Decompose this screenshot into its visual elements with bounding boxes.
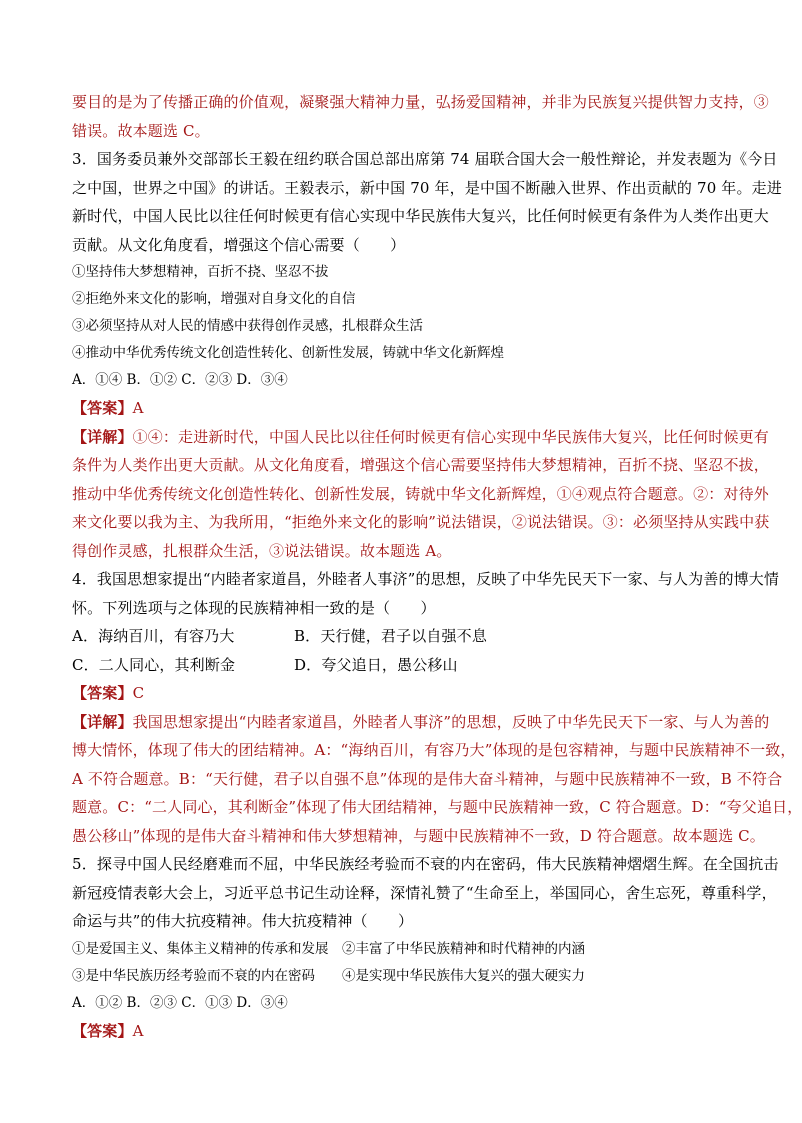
question-3-detail-line: 条件为人类作出更大贡献。从文化角度看，增强这个信心需要坚持伟大梦想精神，百折不挠、坚忍不拔， — [72, 456, 769, 474]
question-5-stem-line: 5．探寻中国人民经磨难而不屈，中华民族经考验而不衰的内在密码，伟大民族精神熠熠生辉。在全国抗击 — [72, 855, 779, 873]
question-4-stem-line: 4．我国思想家提出“内睦者家道昌，外睦者人事济”的思想，反映了中华先民天下一家、与人为善的博大情 — [72, 570, 780, 588]
answer-value: C — [132, 684, 145, 702]
question-5-answer — [72, 1017, 727, 1046]
question-3-stem-line: 新时代，中国人民比以往任何时候更有信心实现中华民族伟大复兴，比任何时候更有条件为人类作出更大 — [72, 207, 769, 225]
answer-label: 【答案】 — [72, 399, 133, 417]
question-3-option: ④推动中华优秀传统文化创造性转化、创新性发展，铸就中华文化新辉煌 — [72, 345, 504, 361]
question-4-choices-row — [72, 622, 727, 651]
choice-b: B．天行健，君子以自强不息 — [294, 627, 487, 645]
prev-answer-marker: ③ — [753, 93, 769, 111]
detail-label: 【详解】 — [72, 712, 133, 731]
answer-label: 【答案】 — [72, 1021, 133, 1040]
answer-value: A — [132, 399, 144, 417]
question-3-detail-line: 得创作灵感，扎根群众生活，③说法错误。故本题选 A。 — [72, 541, 452, 560]
prev-answer-line-1 — [72, 88, 769, 117]
question-3-detail-line — [72, 423, 769, 452]
question-4-choices-row — [72, 651, 727, 680]
document-page — [72, 88, 802, 1045]
choice-a: A．海纳百川，有容乃大 — [72, 627, 235, 645]
question-3-choices: A．①④ B．①② C．②③ D．③④ — [72, 372, 288, 388]
question-3-stem-line: 之中国，世界之中国》的讲话。王毅表示，新中国 70 年，是中国不断融入世界、作出贡献的 70 年。走进 — [72, 178, 782, 197]
question-4-detail-line: A 不符合题意。B：“天行健，君子以自强不息”体现的是伟大奋斗精神，与题中民族精神不一致，B 不符合 — [72, 769, 783, 788]
question-5 — [72, 850, 779, 1045]
question-3-stem-line: 3．国务委员兼外交部部长王毅在纽约联合国总部出席第 74 届联合国大会一般性辩论，并发表题为《今日 — [72, 150, 778, 168]
choice-c: C．二人同心，其利断金 — [72, 655, 236, 674]
question-5-option: ③是中华民族历经考验而不衰的内在密码 ④是实现中华民族伟大复兴的强大硬实力 — [72, 967, 585, 984]
detail-label: 【详解】 — [72, 427, 133, 446]
detail-text: 我国思想家提出“内睦者家道昌，外睦者人事济”的思想，反映了中华先民天下一家、与人为善的 — [132, 712, 770, 731]
question-5-option: ①是爱国主义、集体主义精神的传承和发展 ②丰富了中华民族精神和时代精神的内涵 — [72, 940, 585, 957]
question-4-detail-line — [72, 708, 770, 737]
prev-answer-text: 要目的是为了传播正确的价值观，凝聚强大精神力量，弘扬爱国精神，并非为民族复兴提供智力支持， — [72, 93, 754, 111]
question-3-detail-line: 来文化要以我为主、为我所用，“拒绝外来文化的影响”说法错误，②说法错误。③：必须坚持从实践中获 — [72, 513, 770, 531]
detail-text: ①④：走进新时代，中国人民比以往任何时候更有信心实现中华民族伟大复兴，比任何时候更有 — [132, 427, 769, 446]
question-3-answer — [72, 394, 727, 423]
prev-answer-line-2: 错误。故本题选 C。 — [72, 121, 210, 140]
question-4-detail-line: 博大情怀，体现了伟大的团结精神。A：“海纳百川，有容乃大”体现的是包容精神，与题中民族精神不一致， — [72, 741, 796, 759]
question-3-option: ②拒绝外来文化的影响，增强对自身文化的自信 — [72, 291, 356, 307]
question-5-stem-line: 新冠疫情表彰大会上，习近平总书记生动诠释，深情礼赞了“生命至上，举国同心，舍生忘死，尊重科学， — [72, 883, 777, 902]
answer-label: 【答案】 — [72, 684, 133, 702]
question-4-stem-line: 怀。下列选项与之体现的民族精神相一致的是（ ） — [72, 598, 436, 617]
question-4 — [72, 565, 802, 850]
question-3-detail-line: 推动中华优秀传统文化创造性转化、创新性发展，铸就中华文化新辉煌，①④观点符合题意。②：对待外 — [72, 484, 769, 503]
choice-d: D．夸父追日，愚公移山 — [294, 655, 458, 674]
question-5-choices: A．①② B．②③ C．①③ D．③④ — [72, 994, 288, 1011]
question-5-stem-line: 命运与共”的伟大抗疫精神。伟大抗疫精神（ ） — [72, 912, 414, 930]
question-3-stem-line: 贡献。从文化角度看，增强这个信心需要（ ） — [72, 235, 406, 254]
question-4-detail-line: 题意。C：“二人同心，其利断金”体现了伟大团结精神，与题中民族精神一致，C 符合题意。D：“夸父追日， — [72, 798, 802, 816]
question-3 — [72, 145, 782, 565]
question-4-detail-line: 愚公移山”体现的是伟大奋斗精神和伟大梦想精神，与题中民族精神不一致，D 符合题意。故本题选 C。 — [72, 826, 765, 845]
question-3-option: ③必须坚持从对人民的情感中获得创作灵感，扎根群众生活 — [72, 318, 423, 334]
question-4-answer — [72, 679, 727, 708]
answer-value: A — [132, 1021, 144, 1040]
question-3-option: ①坚持伟大梦想精神，百折不挠、坚忍不拔 — [72, 264, 329, 280]
